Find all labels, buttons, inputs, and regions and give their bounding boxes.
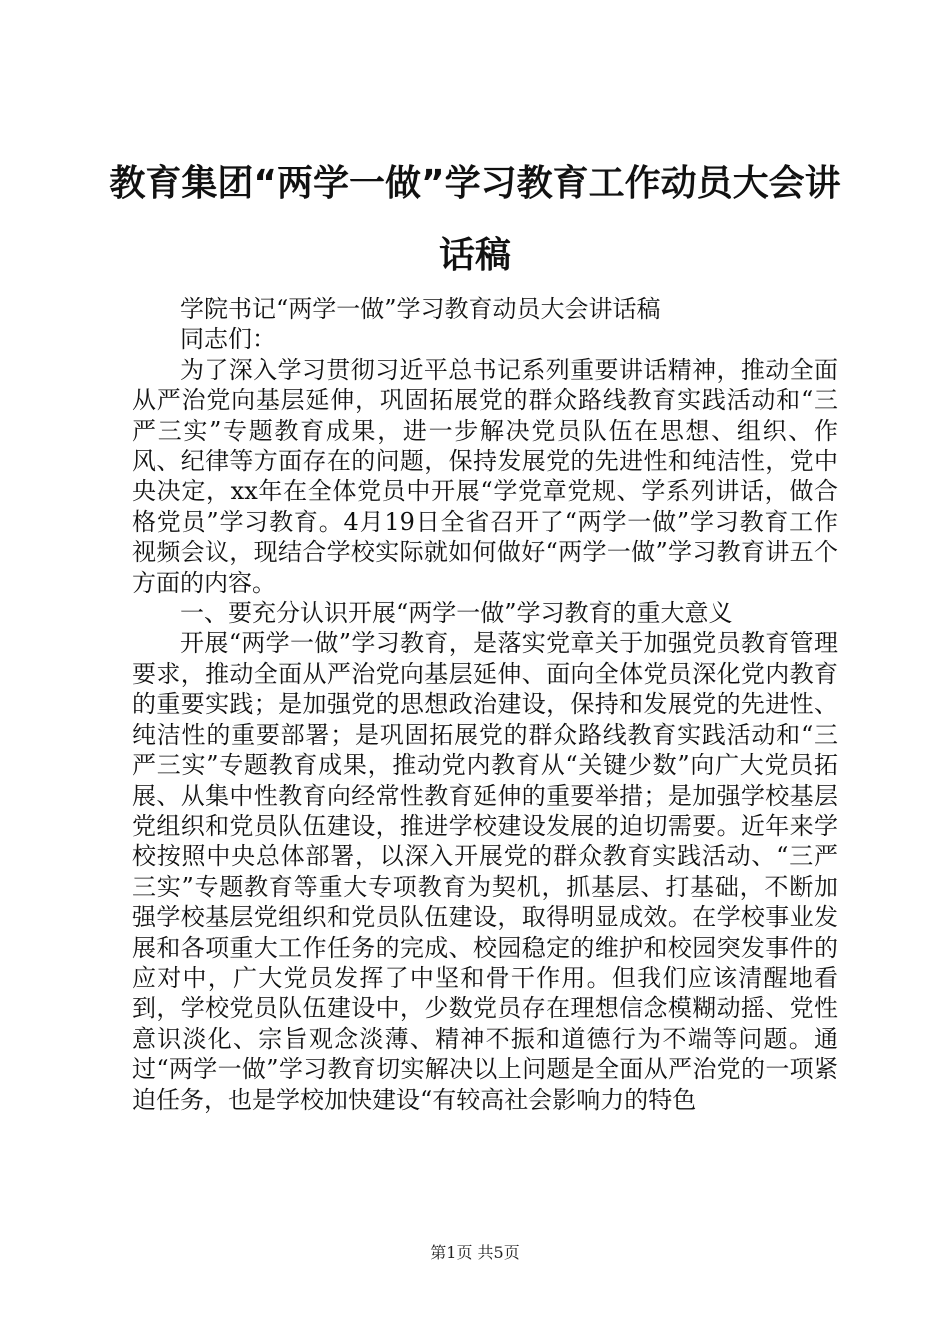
paragraph-section-1: 开展“两学一做”学习教育，是落实党章关于加强党员教育管理要求，推动全面从严治党向基层延伸、面向全体党员深化党内教育的重要实践；是加强党的思想政治建设，保持和发展党的先进性、纯洁性的重要部署；是巩固拓展党的群众路线教育实践活动和“三严三实”专题教育成果，推动党内教育从“关键少数”向广大党员拓展、从集中性教育向经常性教育延伸的重要举措；是加强学校基层党组织和党员队伍建设，推进学校建设发展的迫切需要。近年来学校按照中央总体部署，以深入开展党的群众教育实践活动、“三严三实”专题教育等重大专项教育为契机，抓基层、打基础，不断加强学校基层党组织和党员队伍建设，取得明显成效。在学校事业发展和各项重大工作任务的完成、校园稳定的维护和校园突发事件的应对中，广大党员发挥了中坚和骨干作用。但我们应该清醒地看到，学校党员队伍建设中，少数党员存在理想信念模糊动摇、党性意识淡化、宗旨观念淡薄、精神不振和道德行为不端等问题。通过“两学一做”学习教育切实解决以上问题是全面从严治党的一项紧迫任务，也是学校加快建设“有较高社会影响力的特色 [132,629,838,1114]
page-number-footer: 第1页 共5页 [430,1243,520,1262]
document-subtitle: 学院书记“两学一做”学习教育动员大会讲话稿 [180,295,661,323]
document-body [132,294,838,1115]
document-title: 教育集团“两学一做”学习教育工作动员大会讲话稿 [109,163,841,276]
section-heading-1: 一、要充分认识开展“两学一做”学习教育的重大意义 [180,599,733,628]
salutation: 同志们： [180,325,276,354]
paragraph-intro: 为了深入学习贯彻习近平总书记系列重要讲话精神，推动全面从严治党向基层延伸，巩固拓展党的群众路线教育实践活动和“三严三实”专题教育成果，进一步解决党员队伍在思想、组织、作风、纪律等方面存在的问题，保持发展党的先进性和纯洁性，党中央决定，xx年在全体党员中开展“学党章党规、学系列讲话，做合格党员”学习教育。4月19日全省召开了“两学一做”学习教育工作视频会议，现结合学校实际就如何做好“两学一做”学习教育讲五个方面的内容。 [132,355,838,597]
